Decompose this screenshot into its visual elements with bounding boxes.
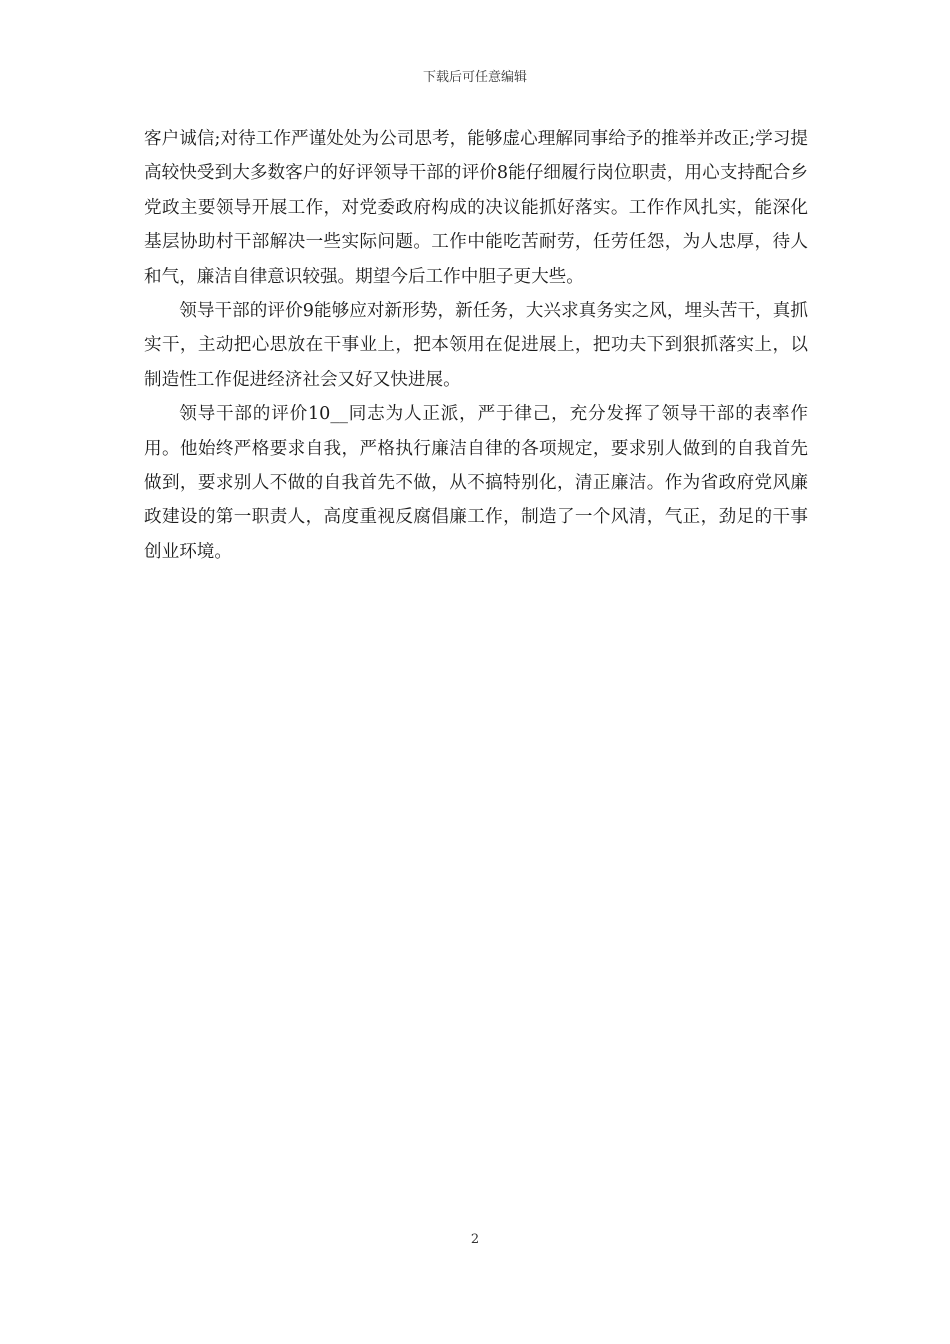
- document-body: [144, 122, 808, 569]
- paragraph-1: 客户诚信;对待工作严谨处处为公司思考，能够虚心理解同事给予的推举并改正;学习提高较快受到大多数客户的好评领导干部的评价8能仔细履行岗位职责，用心支持配合乡党政主要领导开展工作，对党委政府构成的决议能抓好落实。工作作风扎实，能深化基层协助村干部解决一些实际问题。工作中能吃苦耐劳，任劳任怨，为人忠厚，待人和气，廉洁自律意识较强。期望今后工作中胆子更大些。: [144, 129, 808, 287]
- paragraph-3: 领导干部的评价10__同志为人正派，严于律己，充分发挥了领导干部的表率作用。他始终严格要求自我，严格执行廉洁自律的各项规定，要求别人做到的自我首先做到，要求别人不做的自我首先不做，从不搞特别化，清正廉洁。作为省政府党风廉政建设的第一职责人，高度重视反腐倡廉工作，制造了一个风清，气正，劲足的干事创业环境。: [144, 404, 808, 562]
- page-header: 下载后可任意编辑: [422, 70, 527, 85]
- page-number: 2: [470, 1232, 480, 1247]
- paragraph-2: 领导干部的评价9能够应对新形势，新任务，大兴求真务实之风，埋头苦干，真抓实干，主动把心思放在干事业上，把本领用在促进展上，把功夫下到狠抓落实上，以制造性工作促进经济社会又好又快进展。: [144, 301, 808, 390]
